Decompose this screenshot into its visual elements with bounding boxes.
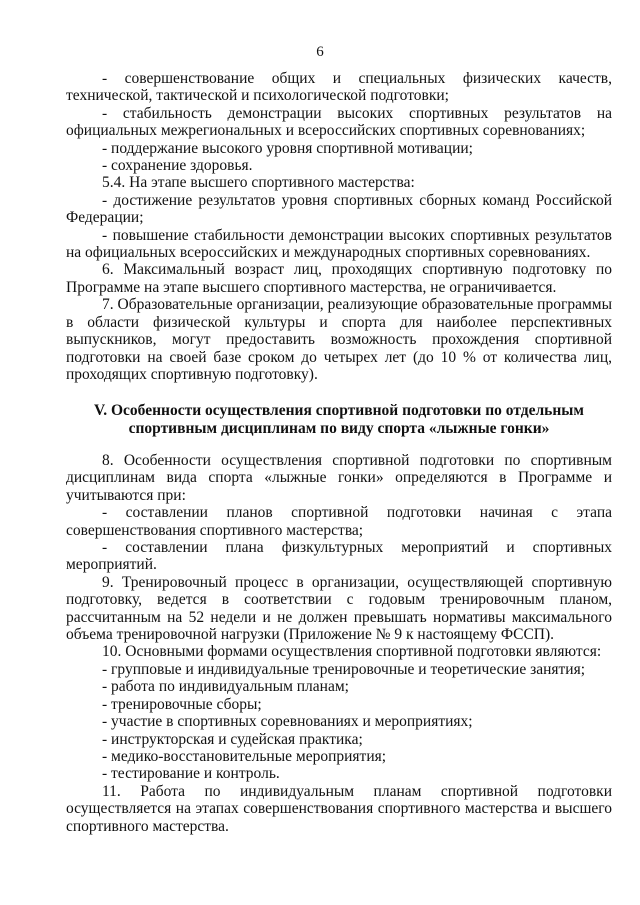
paragraph: - составлении плана физкультурных мероприятий и спортивных мероприятий.: [66, 539, 612, 574]
paragraph: - составлении планов спортивной подготовки начиная с этапа совершенствования спортивного мастерства;: [66, 504, 612, 539]
list-item: - тренировочные сборы;: [102, 695, 262, 713]
paragraph: - достижение результатов уровня спортивных сборных команд Российской Федерации;: [66, 191, 612, 227]
paragraph: 9. Тренировочный процесс в организации, осуществляющей спортивную подготовку, ведется в соответствии с годовым тренировочным планом, рассчитанным на 52 недели и не должен превышать нормативы максимального объема тренировочной нагрузки (Приложение № 9 к настоящему ФССП).: [66, 573, 612, 644]
list-item: - тестирование и контроль.: [102, 765, 280, 783]
paragraph: - повышение стабильности демонстрации высоких спортивных результатов на официальных всероссийских и международных спортивных соревнованиях.: [66, 226, 612, 262]
section-heading-line-2: спортивным дисциплинам по виду спорта «лыжные гонки»: [128, 420, 550, 437]
paragraph: 8. Особенности осуществления спортивной подготовки по спортивным дисциплинам вида спорта «лыжные гонки» определяются в Программе и учитываются при:: [66, 452, 612, 504]
list-item: - медико-восстановительные мероприятия;: [102, 747, 387, 765]
paragraph: 10. Основными формами осуществления спортивной подготовки являются:: [102, 643, 602, 661]
paragraph: 5.4. На этапе высшего спортивного мастерства:: [102, 174, 415, 192]
paragraph: 11. Работа по индивидуальным планам спортивной подготовки осуществляется на этапах совершенствования спортивного мастерства и высшего спортивного мастерства.: [66, 782, 612, 835]
paragraph: - сохранение здоровья.: [102, 157, 253, 175]
paragraph: 6. Максимальный возраст лиц, проходящих спортивную подготовку по Программе на этапе высшего спортивного мастерства, не ограничивается.: [66, 261, 612, 296]
text-block-top: [66, 70, 612, 383]
page-number: 6: [316, 44, 324, 60]
paragraph: - поддержание высокого уровня спортивной мотивации;: [102, 139, 473, 157]
paragraph: 7. Образовательные организации, реализующие образовательные программы в области физической культуры и спорта для наиболее перспективных выпускников, могут предоставить возможность прохождения спортивной подготовки на своей базе сроком до четырех лет (до 10 % от количества лиц, проходящих спортивную подготовку).: [66, 296, 612, 383]
section-heading-line-1: V. Особенности осуществления спортивной подготовки по отдельным: [94, 402, 584, 419]
list-item: - участие в спортивных соревнованиях и мероприятиях;: [102, 713, 473, 731]
paragraph: - совершенствование общих и специальных физических качеств, технической, тактической и психологической подготовки;: [66, 70, 612, 105]
list-item: - групповые и индивидуальные тренировочные и теоретические занятия;: [102, 660, 586, 678]
paragraph: - стабильность демонстрации высоких спортивных результатов на официальных межрегиональных и всероссийских спортивных соревнованиях;: [66, 104, 612, 140]
section-heading: [66, 402, 612, 438]
list-item: - инструкторская и судейская практика;: [102, 730, 363, 748]
text-block-bottom: [66, 452, 612, 835]
list-item: - работа по индивидуальным планам;: [102, 678, 349, 696]
